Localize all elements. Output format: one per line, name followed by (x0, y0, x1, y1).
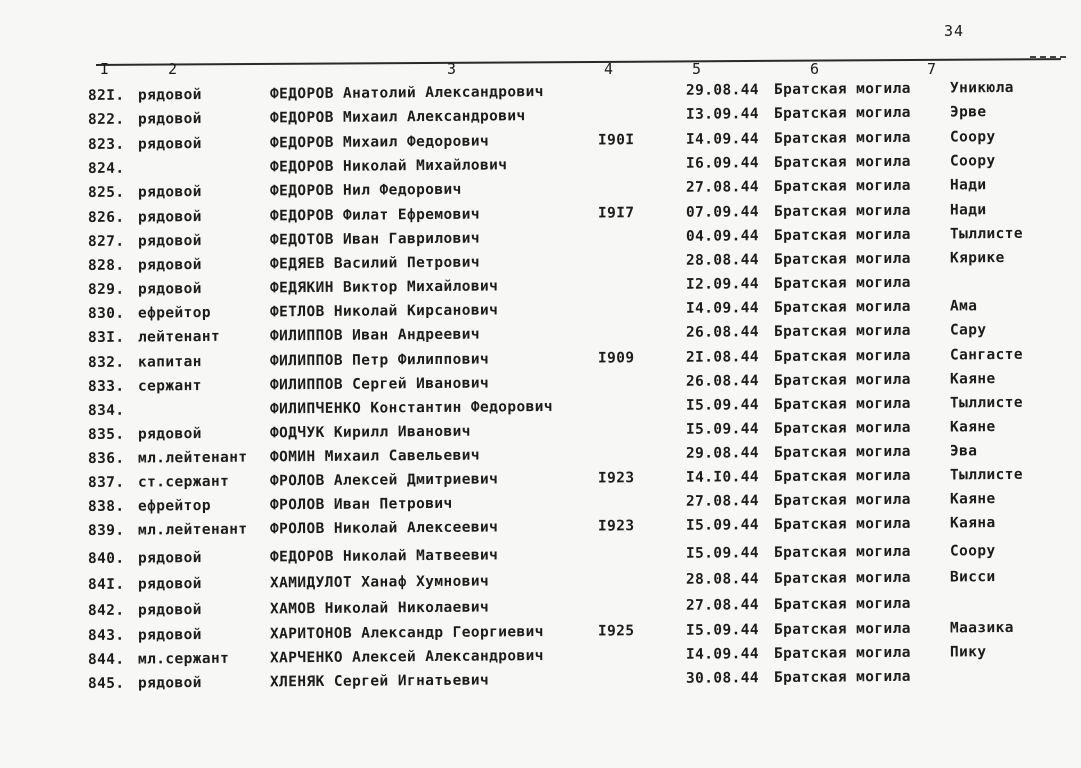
column-header-6: 6 (810, 60, 820, 78)
record-birth-year (598, 647, 658, 648)
record-burial-type: Братская могила (773, 298, 911, 317)
record-name: ФРОЛОВ Иван Петрович (269, 495, 453, 514)
record-rank: лейтенант (137, 328, 221, 346)
record-name: ХАМОВ Николай Николаевич (269, 599, 490, 618)
record-date: 29.08.44 (685, 445, 760, 462)
record-number: 822. (87, 111, 125, 128)
record-date: 07.09.44 (685, 204, 760, 221)
record-birth-year (598, 671, 658, 672)
record-name: ФЕДЯКИН Виктор Михайлович (269, 278, 499, 297)
record-name: ХАМИДУЛОТ Ханаф Хумнович (269, 573, 490, 592)
record-date: 29.08.44 (685, 82, 760, 99)
record-place: Висси (949, 569, 996, 586)
record-place: Тыллисте (949, 394, 1024, 412)
record-date: 26.08.44 (685, 373, 760, 390)
record-number: 840. (87, 550, 125, 567)
record-date: I5.09.44 (685, 622, 760, 639)
record-rank: мл.лейтенант (137, 449, 248, 467)
record-burial-type: Братская могила (773, 371, 911, 390)
record-name: ФИЛИППОВ Иван Андреевич (269, 326, 481, 345)
record-name: ФЕДОРОВ Филат Ефремович (269, 206, 481, 225)
record-place: Каяна (949, 515, 996, 532)
record-number: 844. (87, 651, 125, 668)
record-number: 845. (87, 675, 125, 692)
record-place: Каяне (949, 419, 996, 436)
record-birth-year: I925 (597, 623, 635, 640)
record-date: 27.08.44 (685, 597, 760, 614)
record-burial-type: Братская могила (773, 644, 911, 663)
record-name: ФОМИН Михаил Савельевич (269, 447, 481, 466)
record-name: ФЕДОРОВ Анатолий Александрович (269, 84, 544, 103)
record-birth-year (598, 180, 658, 181)
record-birth-year (598, 277, 658, 278)
record-name: ФЕДОРОВ Михаил Федорович (269, 133, 490, 152)
record-date: 27.08.44 (685, 179, 760, 196)
record-name: ФЕДОРОВ Михаил Александрович (269, 108, 526, 127)
record-birth-year: I923 (597, 470, 635, 487)
record-number: 84I. (87, 576, 125, 593)
record-name: ХЛЕНЯК Сергей Игнатьевич (269, 672, 490, 691)
record-burial-type: Братская могила (773, 322, 911, 341)
record-place: Кярике (949, 250, 1005, 267)
record-birth-year: I90I (597, 132, 635, 149)
record-number: 827. (87, 233, 125, 250)
record-name: ФИЛИППОВ Сергей Иванович (269, 375, 490, 394)
record-rank: рядовой (137, 550, 202, 567)
record-name: ФРОЛОВ Николай Алексеевич (269, 519, 499, 538)
record-date: I4.09.44 (685, 646, 760, 663)
record-birth-year (598, 572, 658, 573)
header-rule (96, 58, 1061, 66)
record-birth-year (598, 374, 658, 375)
record-birth-year (598, 398, 658, 399)
record-rank: мл.лейтенант (137, 521, 248, 539)
record-place: Сангасте (949, 346, 1024, 364)
record-number: 843. (87, 627, 125, 644)
record-burial-type: Братская могила (773, 569, 911, 588)
record-burial-type: Братская могила (773, 395, 911, 414)
record-birth-year (598, 546, 658, 547)
column-header-5: 5 (692, 60, 702, 78)
record-birth-year: I923 (597, 518, 635, 535)
record-birth-year (598, 83, 658, 84)
record-date: 28.08.44 (685, 252, 760, 269)
record-rank: рядовой (137, 675, 202, 692)
record-place: Соору (949, 543, 996, 560)
record-date: I5.09.44 (685, 517, 760, 534)
record-place: Нади (949, 177, 987, 194)
record-burial-type: Братская могила (773, 104, 911, 123)
record-number: 833. (87, 378, 125, 395)
record-name: ФОДЧУК Кирилл Иванович (269, 423, 471, 442)
record-number: 838. (87, 498, 125, 515)
record-number: 829. (87, 281, 125, 298)
record-rank: рядовой (137, 426, 202, 443)
record-date: I4.09.44 (685, 131, 760, 148)
record-name: ФЕДОРОВ Николай Михайлович (269, 157, 508, 176)
record-date: I2.09.44 (685, 276, 760, 293)
record-number: 83I. (87, 329, 125, 346)
page-number: 34 (944, 22, 965, 40)
record-name: ФЕДОРОВ Нил Федорович (269, 181, 462, 200)
record-name: ФИЛИПЧЕНКО Константин Федорович (269, 398, 554, 418)
column-header-7: 7 (927, 60, 937, 78)
record-birth-year (598, 301, 658, 302)
record-rank: рядовой (137, 576, 202, 593)
record-place (950, 274, 1050, 275)
record-place (950, 668, 1050, 669)
record-number: 837. (87, 474, 125, 491)
record-date: 28.08.44 (685, 571, 760, 588)
record-number: 832. (87, 354, 125, 371)
record-place: Каяне (949, 371, 996, 388)
record-place: Пику (949, 644, 987, 661)
record-burial-type: Братская могила (773, 443, 911, 462)
record-name: ФЕТЛОВ Николай Кирсанович (269, 302, 499, 321)
record-number: 82I. (87, 87, 125, 104)
record-burial-type: Братская могила (773, 250, 911, 269)
record-burial-type: Братская могила (773, 347, 911, 366)
record-name: ФЕДОРОВ Николай Матвеевич (269, 547, 499, 566)
record-birth-year (598, 494, 658, 495)
record-birth-year (598, 229, 658, 230)
record-birth-year (598, 253, 658, 254)
record-date: I5.09.44 (685, 421, 760, 438)
record-burial-type: Братская могила (773, 177, 911, 196)
record-number: 835. (87, 426, 125, 443)
record-burial-type: Братская могила (773, 129, 911, 148)
record-birth-year: I909 (597, 350, 635, 367)
record-place (950, 595, 1050, 596)
record-burial-type: Братская могила (773, 419, 911, 438)
record-place: Сару (949, 322, 987, 339)
record-birth-year (598, 598, 658, 599)
record-place: Маазика (949, 619, 1014, 637)
record-rank: ефрейтор (137, 497, 212, 515)
record-number: 828. (87, 257, 125, 274)
record-place: Эва (949, 443, 978, 460)
record-birth-year: I9I7 (597, 205, 635, 222)
column-header-3: 3 (447, 60, 457, 78)
record-date: 2I.08.44 (685, 349, 760, 366)
record-birth-year (598, 325, 658, 326)
record-number: 823. (87, 136, 125, 153)
record-rank: рядовой (137, 209, 202, 226)
table-row (88, 543, 1048, 573)
record-number: 834. (87, 402, 125, 419)
record-rank: ст.сержант (137, 473, 230, 491)
record-place: Уникюла (949, 79, 1014, 97)
record-date: I4.09.44 (685, 300, 760, 317)
record-number: 839. (87, 522, 125, 539)
record-rank: рядовой (137, 136, 202, 153)
record-birth-year (598, 446, 658, 447)
record-rank: рядовой (137, 602, 202, 619)
record-place: Тыллисте (949, 225, 1024, 243)
record-date: 26.08.44 (685, 324, 760, 341)
record-burial-type: Братская могила (773, 467, 911, 486)
column-header-1: I (100, 60, 110, 78)
record-name: ФЕДЯЕВ Василий Петрович (269, 254, 481, 273)
record-place: Соору (949, 129, 996, 146)
record-date: 30.08.44 (685, 670, 760, 687)
record-birth-year (598, 107, 658, 108)
record-number: 830. (87, 305, 125, 322)
record-burial-type: Братская могила (773, 80, 911, 99)
column-header-4: 4 (604, 60, 614, 78)
record-place: Тыллисте (949, 466, 1024, 484)
record-name: ФИЛИППОВ Петр Филиппович (269, 351, 490, 370)
record-date: 04.09.44 (685, 228, 760, 245)
record-date: I6.09.44 (685, 155, 760, 172)
record-burial-type: Братская могила (773, 274, 911, 293)
record-number: 825. (87, 184, 125, 201)
record-rank: рядовой (137, 627, 202, 644)
record-birth-year (598, 156, 658, 157)
record-rank: сержант (137, 378, 202, 395)
record-burial-type: Братская могила (773, 491, 911, 510)
record-date: I3.09.44 (685, 106, 760, 123)
record-number: 836. (87, 450, 125, 467)
record-rank: рядовой (137, 257, 202, 274)
record-date: I4.I0.44 (685, 469, 760, 486)
record-number: 824. (87, 160, 125, 177)
record-name: ХАРИТОНОВ Александр Георгиевич (269, 624, 544, 643)
record-burial-type: Братская могила (773, 226, 911, 245)
record-number: 826. (87, 209, 125, 226)
record-rank: рядовой (137, 87, 202, 104)
record-burial-type: Братская могила (773, 153, 911, 172)
record-rank: мл.сержант (137, 650, 230, 668)
record-burial-type: Братская могила (773, 595, 911, 614)
record-date: I5.09.44 (685, 545, 760, 562)
record-burial-type: Братская могила (773, 620, 911, 639)
record-place: Эрве (949, 104, 987, 121)
table-row (88, 569, 1048, 599)
record-rank: капитан (137, 354, 202, 371)
record-number: 842. (87, 602, 125, 619)
record-rank: рядовой (137, 233, 202, 250)
record-rank: рядовой (137, 184, 202, 201)
record-rank: ефрейтор (137, 304, 212, 322)
column-header-2: 2 (168, 60, 178, 78)
record-name: ФРОЛОВ Алексей Дмитриевич (269, 471, 499, 490)
record-rank: рядовой (137, 281, 202, 298)
record-date: I5.09.44 (685, 397, 760, 414)
record-burial-type: Братская могила (773, 202, 911, 221)
record-place: Ама (949, 298, 978, 315)
record-burial-type: Братская могила (773, 668, 911, 687)
record-birth-year (598, 422, 658, 423)
record-burial-type: Братская могила (773, 543, 911, 562)
record-burial-type: Братская могила (773, 515, 911, 534)
record-rank: рядовой (137, 111, 202, 128)
record-date: 27.08.44 (685, 493, 760, 510)
record-place: Нади (949, 202, 987, 219)
record-place: Каяне (949, 491, 996, 508)
record-name: ХАРЧЕНКО Алексей Александрович (269, 648, 544, 667)
record-name: ФЕДОТОВ Иван Гаврилович (269, 230, 481, 249)
record-place: Соору (949, 153, 996, 170)
